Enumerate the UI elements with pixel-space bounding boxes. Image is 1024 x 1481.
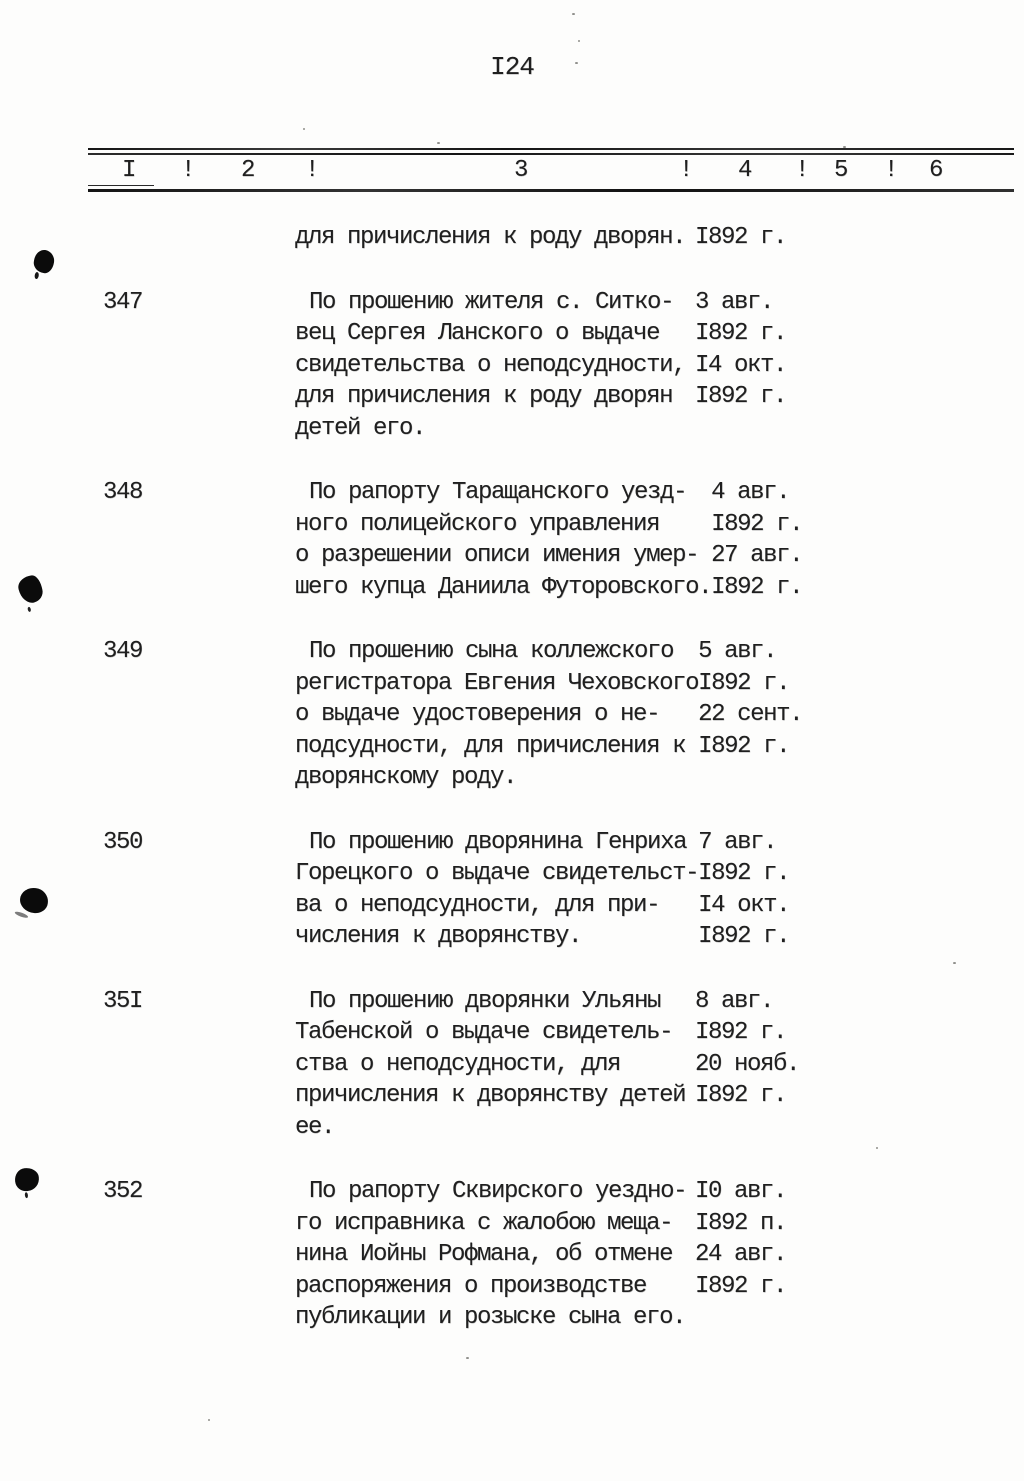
entry-description: По прошению жителя с. Ситко- вец Сергея Ланского о выдаче свидетельства о неподсудности, для причисления к роду дворян детей его. bbox=[295, 288, 686, 442]
entry-dates: 5 авг. I892 г. 22 сент. I892 г. bbox=[698, 638, 803, 760]
table-top-rule-double bbox=[88, 153, 1014, 155]
column-header-1: I bbox=[122, 157, 136, 184]
entry-description: для причисления к роду дворян. bbox=[295, 224, 686, 251]
entry-number: 350 bbox=[103, 828, 143, 856]
entry-dates: 3 авг. I892 г. I4 окт. I892 г. bbox=[695, 288, 787, 410]
table-body bbox=[0, 222, 1024, 1334]
entry-dates: I892 г. bbox=[695, 224, 787, 251]
table-row bbox=[0, 477, 1024, 603]
column-header-5: 5 bbox=[834, 157, 848, 184]
scan-speck bbox=[575, 62, 578, 64]
table-row bbox=[0, 1176, 1024, 1334]
scan-speck bbox=[843, 146, 846, 148]
entry-number: 352 bbox=[103, 1178, 143, 1205]
scan-speck bbox=[208, 1419, 210, 1421]
entry-description: По рапорту Сквирского уездно- го исправника с жалобою меща- нина Иойны Рофмана, об отмене распоряжения о производстве публикации и розыске сына его. bbox=[295, 1178, 687, 1331]
scan-speck bbox=[466, 1357, 469, 1359]
column-separator: ! bbox=[884, 157, 898, 184]
entry-dates: 4 авг. I892 г. 27 авг. I892 г. bbox=[711, 479, 803, 601]
entry-number: 349 bbox=[103, 638, 143, 665]
column-header-2: 2 bbox=[241, 157, 255, 184]
column-separator: ! bbox=[795, 157, 809, 184]
table-bottom-rule bbox=[88, 189, 1014, 192]
entry-description: По прошению дворянки Ульяны Табенской о выдаче свидетель- ства о неподсудности, для причисления к дворянству детей ее. bbox=[295, 987, 686, 1141]
entry-description: По рапорту Таращанского уезд- ного полицейского управления о разрешении описи имения умер- шего купца Даниила Футоровского. bbox=[295, 479, 712, 601]
table-top-rule bbox=[88, 148, 1014, 150]
column-separator: ! bbox=[305, 157, 319, 184]
table-bottom-rule-double bbox=[88, 185, 154, 186]
entry-number: 348 bbox=[103, 479, 143, 506]
column-header-6: 6 bbox=[929, 157, 943, 184]
scan-speck bbox=[437, 142, 440, 144]
page-number: I24 bbox=[490, 52, 534, 82]
scan-speck bbox=[953, 962, 956, 964]
table-row bbox=[0, 287, 1024, 445]
entry-number: 347 bbox=[103, 288, 143, 316]
scan-speck bbox=[876, 1147, 878, 1149]
scan-speck bbox=[303, 128, 305, 130]
table-row bbox=[0, 827, 1024, 953]
entry-number bbox=[0, 222, 295, 254]
column-separator: ! bbox=[679, 157, 693, 184]
entry-dates: 8 авг. I892 г. 20 нояб. I892 г. bbox=[695, 987, 800, 1109]
scan-speck bbox=[572, 13, 575, 15]
scan-speck bbox=[578, 40, 580, 42]
table-row bbox=[0, 986, 1024, 1144]
entry-description: По прошению сына коллежского регистратора Евгения Чеховского о выдаче удостоверения о не- подсудности, для причисления к дворянскому роду. bbox=[295, 638, 699, 791]
entry-description: По прошению дворянина Генриха Горецкого о выдаче свидетельст- ва о неподсудности, для при- числения к дворянству. bbox=[295, 828, 699, 950]
column-header-4: 4 bbox=[738, 157, 752, 184]
entry-number: 35I bbox=[103, 987, 143, 1015]
table-row-continuation bbox=[0, 222, 1024, 254]
column-separator: ! bbox=[181, 157, 195, 184]
entry-dates: I0 авг. I892 п. 24 авг. I892 г. bbox=[695, 1178, 787, 1300]
column-header-3: 3 bbox=[514, 157, 528, 184]
table-row bbox=[0, 636, 1024, 794]
entry-dates: 7 авг. I892 г. I4 окт. I892 г. bbox=[698, 828, 790, 950]
